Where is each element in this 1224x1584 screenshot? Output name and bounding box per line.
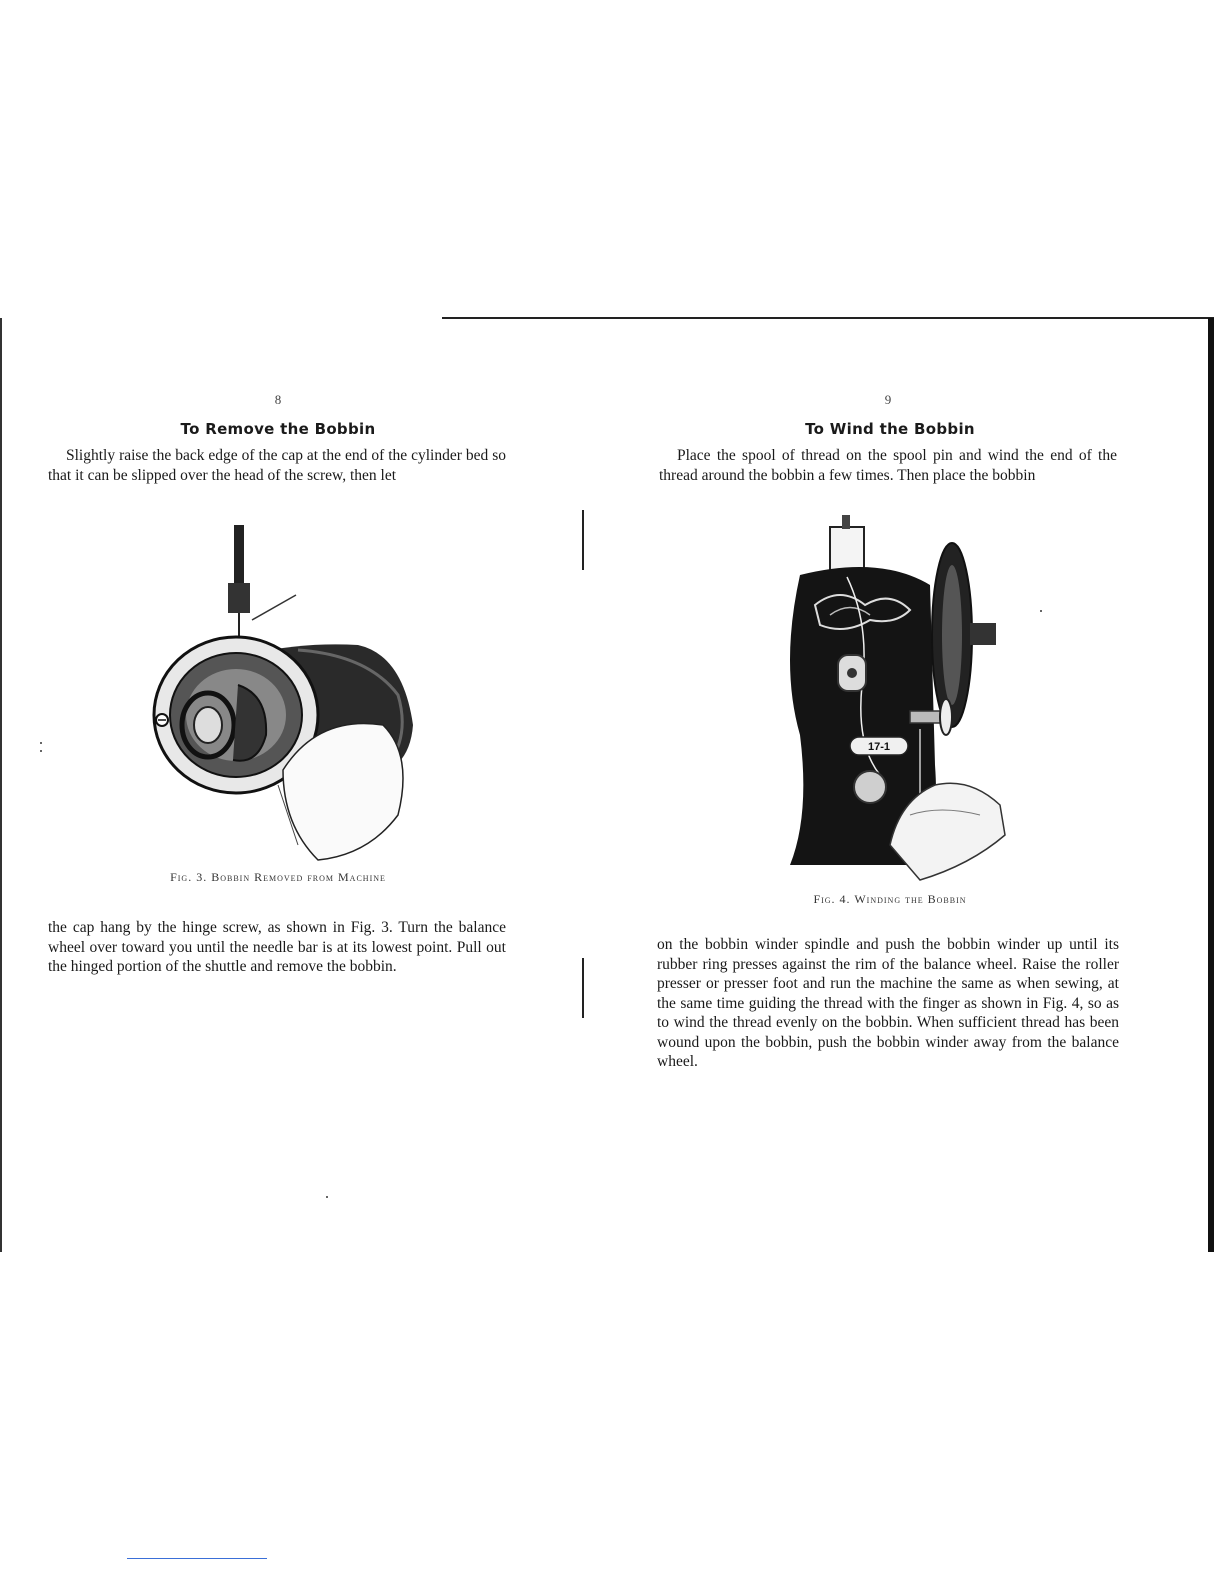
right-page-edge (1208, 318, 1214, 1252)
speck (40, 742, 42, 744)
right-paragraph-1: Place the spool of thread on the spool pin and wind the end of the thread around the bobbin a few times. Then place the bobbin (659, 447, 1117, 484)
left-page-edge (0, 318, 2, 1252)
bobbin-removed-illustration (148, 525, 418, 865)
left-paragraph-2: the cap hang by the hinge screw, as shown in Fig. 3. Turn the balance wheel over toward you until the needle bar is at its lowest point. Pull out the hinged portion of the shuttle and remove the bobbin. (48, 919, 506, 975)
left-figure-caption: Fig. 3. Bobbin Removed from Machine (170, 870, 386, 884)
machine-badge-text: 17-1 (867, 741, 891, 753)
gutter-mark-lower (582, 958, 584, 1018)
right-page-heading: To Wind the Bobbin (805, 420, 975, 438)
speck (40, 750, 42, 752)
left-paragraph-1: Slightly raise the back edge of the cap at the end of the cylinder bed so that it can be slipped over the head of the screw, then let (48, 447, 506, 484)
speck (1040, 610, 1042, 612)
top-rule (442, 317, 1214, 319)
link-underline (127, 1558, 267, 1559)
right-page-number: 9 (884, 392, 892, 407)
figure-bobbin-removed (148, 525, 418, 865)
figure-winding-bobbin (770, 515, 1010, 885)
left-page-heading: To Remove the Bobbin (180, 420, 376, 438)
speck (326, 1196, 328, 1198)
right-paragraph-2: on the bobbin winder spindle and push the bobbin winder up until its rubber ring presses against the rim of the balance wheel. Raise the roller presser or presser foot and run the machine the same as when sewing, at the same time guiding the thread with the finger as shown in Fig. 4, so as to wind the thread evenly on the bobbin. When sufficient thread has been wound upon the bobbin, push the bobbin winder away from the balance wheel. (657, 936, 1119, 1070)
gutter-mark-upper (582, 510, 584, 570)
left-page-number: 8 (274, 392, 282, 407)
right-figure-caption: Fig. 4. Winding the Bobbin (813, 892, 967, 906)
winding-bobbin-illustration (770, 515, 1010, 885)
